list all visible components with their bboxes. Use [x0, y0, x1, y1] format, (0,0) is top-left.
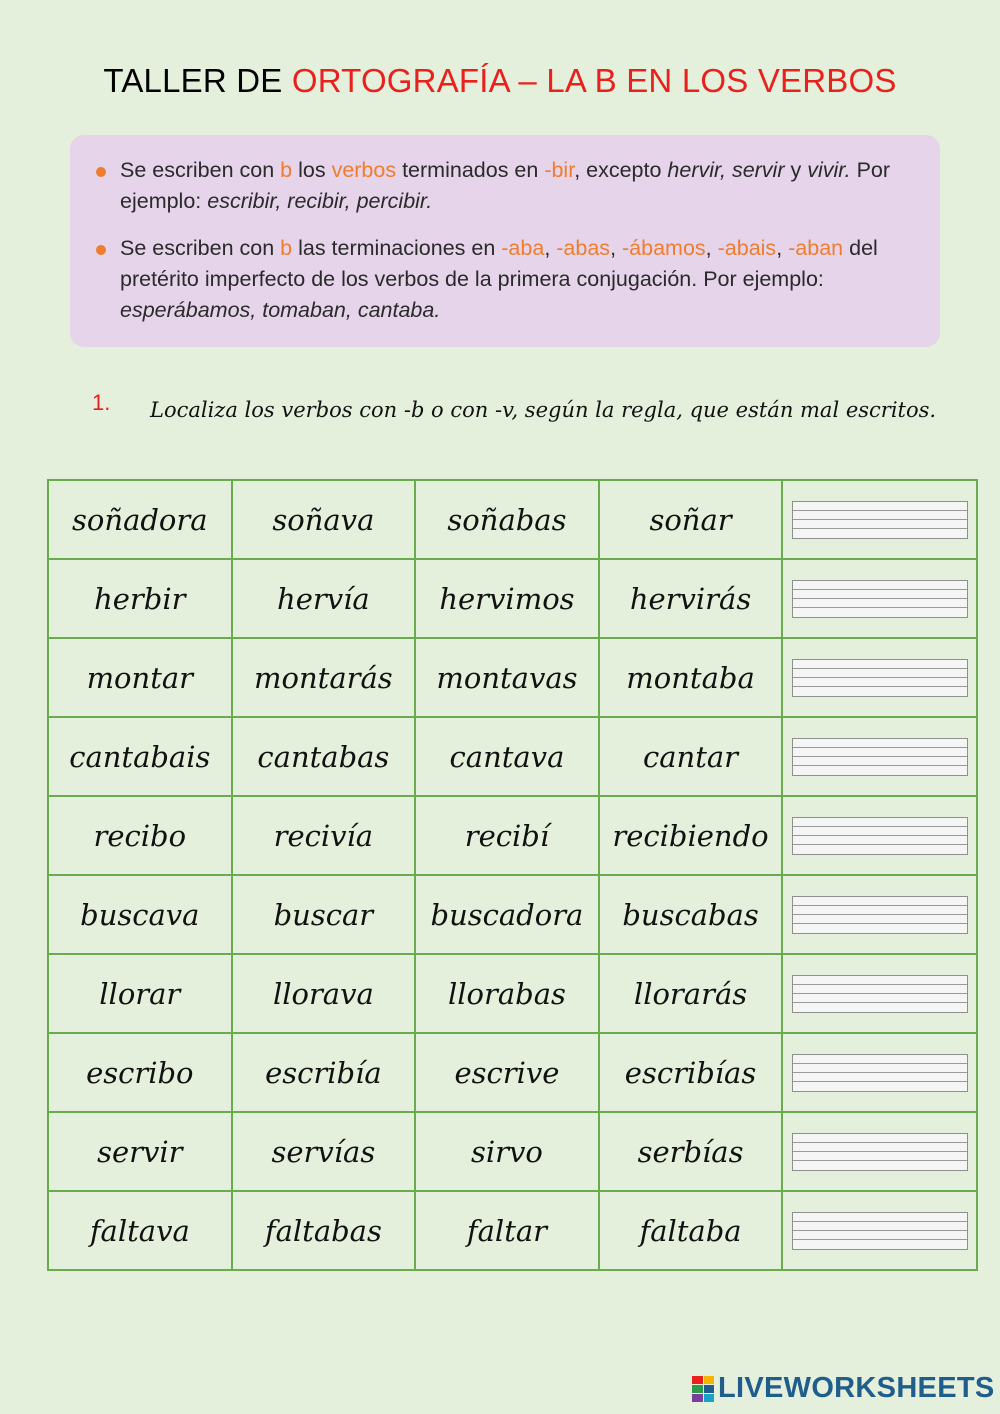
verb-cell[interactable]: buscabas [599, 875, 783, 954]
rule-1-text [120, 158, 890, 213]
verb-cell[interactable]: recibiendo [599, 796, 783, 875]
verb-cell[interactable]: soñar [599, 480, 783, 559]
writing-line [793, 835, 967, 836]
answer-input[interactable] [792, 1054, 968, 1092]
answer-cell [782, 1033, 977, 1112]
verb-cell[interactable]: buscava [48, 875, 232, 954]
answer-input[interactable] [792, 659, 968, 697]
rule-1-part: verbos [331, 158, 397, 182]
writing-line [793, 1230, 967, 1231]
writing-line [793, 510, 967, 511]
liveworksheets-logo-icon [692, 1376, 714, 1402]
verb-cell[interactable]: cantabas [232, 717, 416, 796]
verb-cell[interactable]: buscar [232, 875, 416, 954]
answer-input[interactable] [792, 580, 968, 618]
verb-cell[interactable]: llorabas [415, 954, 599, 1033]
rule-2-part: Se escriben con [120, 236, 281, 260]
rule-1-part: vivir. [807, 158, 851, 182]
answer-input[interactable] [792, 817, 968, 855]
writing-line [793, 668, 967, 669]
verb-cell[interactable]: montar [48, 638, 232, 717]
verb-cell[interactable]: montaba [599, 638, 783, 717]
answer-cell [782, 717, 977, 796]
writing-line [793, 1002, 967, 1003]
writing-line [793, 1221, 967, 1222]
rule-2-part: , [705, 236, 718, 260]
rule-1-part: Por ejemplo: [120, 158, 891, 213]
rule-2 [120, 233, 920, 326]
writing-line [793, 984, 967, 985]
writing-line [793, 1081, 967, 1082]
verb-cell[interactable]: llorarás [599, 954, 783, 1033]
rule-2-part: -aban [788, 236, 844, 260]
verb-cell[interactable]: servir [48, 1112, 232, 1191]
answer-cell [782, 954, 977, 1033]
verb-cell[interactable]: recibo [48, 796, 232, 875]
writing-line [793, 826, 967, 827]
rule-2-part: , [544, 236, 557, 260]
writing-line [793, 905, 967, 906]
verb-cell[interactable]: sirvo [415, 1112, 599, 1191]
verb-cell[interactable]: escribo [48, 1033, 232, 1112]
writing-line [793, 844, 967, 845]
rule-1 [120, 155, 920, 217]
rule-1-part: -bir [544, 158, 575, 182]
writing-line [793, 607, 967, 608]
verb-cell[interactable]: recibí [415, 796, 599, 875]
writing-line [793, 598, 967, 599]
answer-input[interactable] [792, 896, 968, 934]
rule-2-part: las terminaciones en [292, 236, 502, 260]
verbs-table [47, 479, 978, 1271]
table-row [48, 1033, 977, 1112]
rule-2-part: , [610, 236, 623, 260]
title-highlight: ORTOGRAFÍA – LA B EN LOS VERBOS [291, 62, 897, 99]
rule-1-part: hervir, servir [667, 158, 785, 182]
exercise-instruction: Localiza los verbos con -b o con -v, según la regla, que están mal escritos. [150, 398, 937, 422]
brand-name: LIVEWORKSHEETS [718, 1372, 995, 1404]
answer-input[interactable] [792, 1212, 968, 1250]
rule-2-text [120, 236, 878, 322]
verb-cell[interactable]: hervía [232, 559, 416, 638]
writing-line [793, 1063, 967, 1064]
table-row [48, 717, 977, 796]
verb-cell[interactable]: montarás [232, 638, 416, 717]
verb-cell[interactable]: buscadora [415, 875, 599, 954]
rule-2-part: del pretérito imperfecto de los verbos de la primera conjugación. Por ejemplo: [120, 236, 878, 291]
answer-cell [782, 480, 977, 559]
rule-2-part: -ábamos [622, 236, 706, 260]
writing-line [793, 1072, 967, 1073]
verb-cell[interactable]: soñadora [48, 480, 232, 559]
rule-1-part: los [292, 158, 332, 182]
answer-cell [782, 638, 977, 717]
bullet-icon [96, 245, 106, 255]
writing-line [793, 1160, 967, 1161]
rules-panel [70, 135, 940, 347]
table-row [48, 875, 977, 954]
table-row [48, 954, 977, 1033]
table-row [48, 638, 977, 717]
verb-cell[interactable]: faltava [48, 1191, 232, 1270]
title-prefix: TALLER DE [103, 62, 292, 99]
verb-cell[interactable]: soñava [232, 480, 416, 559]
answer-input[interactable] [792, 1133, 968, 1171]
answer-cell [782, 875, 977, 954]
rule-2-part: -abais [717, 236, 777, 260]
exercise-number: 1. [92, 390, 111, 415]
verb-cell[interactable]: hervimos [415, 559, 599, 638]
writing-line [793, 686, 967, 687]
table-row [48, 559, 977, 638]
verb-cell[interactable]: cantabais [48, 717, 232, 796]
verb-cell[interactable]: escribías [599, 1033, 783, 1112]
verb-cell[interactable]: hervirás [599, 559, 783, 638]
rule-1-part: , excepto [574, 158, 668, 182]
rule-2-part: esperábamos, tomaban, cantaba. [120, 298, 441, 322]
table-row [48, 796, 977, 875]
writing-line [793, 1142, 967, 1143]
answer-cell [782, 1191, 977, 1270]
writing-line [793, 519, 967, 520]
rule-1-part: y [784, 158, 808, 182]
rule-1-part: terminados en [396, 158, 545, 182]
rule-2-part: -aba [501, 236, 545, 260]
brand-logo [692, 1372, 995, 1405]
verb-cell[interactable]: soñabas [415, 480, 599, 559]
answer-cell [782, 1112, 977, 1191]
answer-input[interactable] [792, 738, 968, 776]
writing-line [793, 1151, 967, 1152]
verb-cell[interactable]: recivía [232, 796, 416, 875]
rule-2-part: b [280, 236, 293, 260]
writing-line [793, 589, 967, 590]
writing-line [793, 528, 967, 529]
verb-cell[interactable]: faltabas [232, 1191, 416, 1270]
writing-line [793, 677, 967, 678]
bullet-icon [96, 167, 106, 177]
verb-cell[interactable]: escrive [415, 1033, 599, 1112]
writing-line [793, 923, 967, 924]
rule-2-part: -abas [556, 236, 611, 260]
table-row [48, 1112, 977, 1191]
table-row [48, 1191, 977, 1270]
rule-1-part: escribir, recibir, percibir. [207, 189, 433, 213]
answer-cell [782, 796, 977, 875]
writing-line [793, 993, 967, 994]
verb-cell[interactable]: servías [232, 1112, 416, 1191]
verb-cell[interactable]: escribía [232, 1033, 416, 1112]
verb-cell[interactable]: cantar [599, 717, 783, 796]
rule-2-part: , [776, 236, 789, 260]
verb-cell[interactable]: montavas [415, 638, 599, 717]
writing-line [793, 914, 967, 915]
verb-cell[interactable]: herbir [48, 559, 232, 638]
writing-line [793, 765, 967, 766]
answer-input[interactable] [792, 501, 968, 539]
writing-line [793, 1239, 967, 1240]
verb-cell[interactable]: llorar [48, 954, 232, 1033]
page-title [0, 62, 1000, 100]
table-row [48, 480, 977, 559]
writing-line [793, 756, 967, 757]
verb-cell[interactable]: faltar [415, 1191, 599, 1270]
verb-cell[interactable]: llorava [232, 954, 416, 1033]
verb-cell[interactable]: faltaba [599, 1191, 783, 1270]
answer-cell [782, 559, 977, 638]
rule-1-part: b [280, 158, 293, 182]
rule-1-part: Se escriben con [120, 158, 281, 182]
verb-cell[interactable]: cantava [415, 717, 599, 796]
writing-line [793, 747, 967, 748]
answer-input[interactable] [792, 975, 968, 1013]
verb-cell[interactable]: serbías [599, 1112, 783, 1191]
